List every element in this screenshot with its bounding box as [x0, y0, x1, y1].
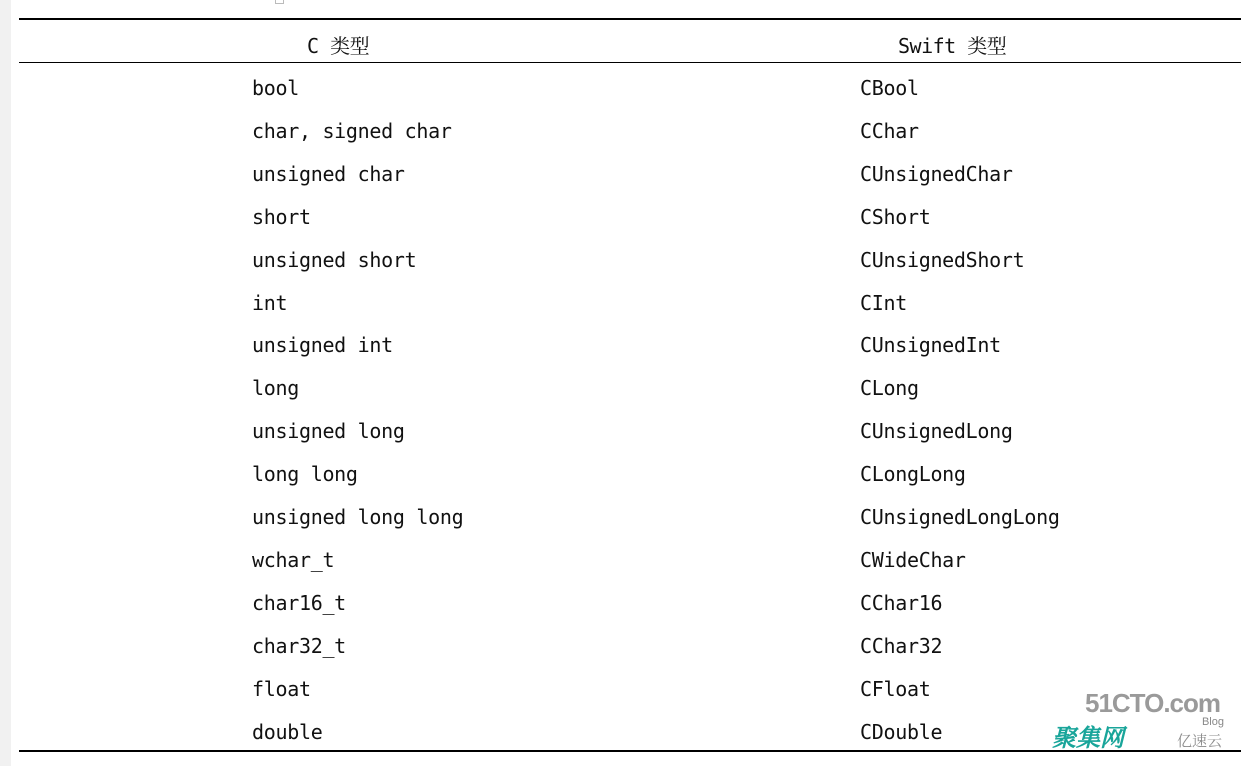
- watermark: [1052, 688, 1232, 760]
- c-type-cell: long: [252, 376, 299, 401]
- table-top-rule: [19, 18, 1241, 20]
- swift-type-cell: CUnsignedInt: [860, 333, 1001, 358]
- swift-type-cell: CWideChar: [860, 547, 966, 572]
- swift-type-cell: CChar32: [860, 633, 943, 658]
- swift-type-cell: CShort: [860, 204, 931, 229]
- table-row: [0, 205, 1246, 248]
- c-type-cell: bool: [252, 76, 299, 100]
- table-row: [0, 76, 1246, 119]
- c-type-cell: unsigned short: [252, 247, 417, 272]
- table-row: [0, 462, 1246, 505]
- c-type-cell: short: [252, 204, 311, 229]
- c-type-cell: float: [252, 676, 311, 701]
- watermark-blog: Blog: [1201, 716, 1224, 728]
- table-row: [0, 376, 1246, 419]
- swift-type-cell: CDouble: [860, 719, 943, 744]
- c-type-cell: unsigned long: [252, 419, 405, 444]
- header-swift-type: Swift 类型: [898, 34, 1007, 58]
- swift-type-cell: CLongLong: [860, 462, 966, 487]
- table-header-rule: [19, 62, 1241, 63]
- c-type-cell: unsigned long long: [252, 505, 464, 529]
- swift-type-cell: CUnsignedLongLong: [860, 505, 1060, 529]
- swift-type-cell: CLong: [860, 376, 919, 401]
- table-row: [0, 291, 1246, 334]
- watermark-brand: 聚集网: [1052, 725, 1124, 752]
- table-row: [0, 634, 1246, 677]
- swift-type-cell: CBool: [860, 76, 919, 100]
- swift-type-cell: CFloat: [860, 676, 931, 701]
- table-row: [0, 248, 1246, 291]
- watermark-51cto: 51CTO.com: [1084, 688, 1220, 718]
- c-type-cell: char32_t: [252, 633, 346, 658]
- c-type-cell: long long: [252, 462, 358, 487]
- table-row: [0, 119, 1246, 162]
- swift-type-cell: CUnsignedChar: [860, 161, 1013, 186]
- c-type-cell: int: [252, 290, 288, 315]
- watermark-yisu: 亿速云: [1176, 733, 1222, 750]
- c-type-cell: unsigned int: [252, 333, 393, 358]
- anchor-mark: [275, 0, 284, 4]
- swift-type-cell: CInt: [860, 290, 907, 315]
- c-type-cell: unsigned char: [252, 161, 405, 186]
- table-row: [0, 505, 1246, 548]
- table-row: [0, 591, 1246, 634]
- table-row: [0, 548, 1246, 591]
- swift-type-cell: CChar: [860, 118, 919, 143]
- swift-type-cell: CUnsignedShort: [860, 247, 1025, 272]
- c-type-cell: double: [252, 719, 323, 744]
- table-row: [0, 333, 1246, 376]
- c-type-cell: char, signed char: [252, 118, 452, 143]
- c-type-cell: wchar_t: [252, 547, 335, 572]
- table-row: [0, 419, 1246, 462]
- table-row: [0, 162, 1246, 205]
- header-c-type: C 类型: [307, 34, 370, 58]
- swift-type-cell: CChar16: [860, 590, 943, 615]
- c-type-cell: char16_t: [252, 590, 346, 615]
- swift-type-cell: CUnsignedLong: [860, 419, 1013, 444]
